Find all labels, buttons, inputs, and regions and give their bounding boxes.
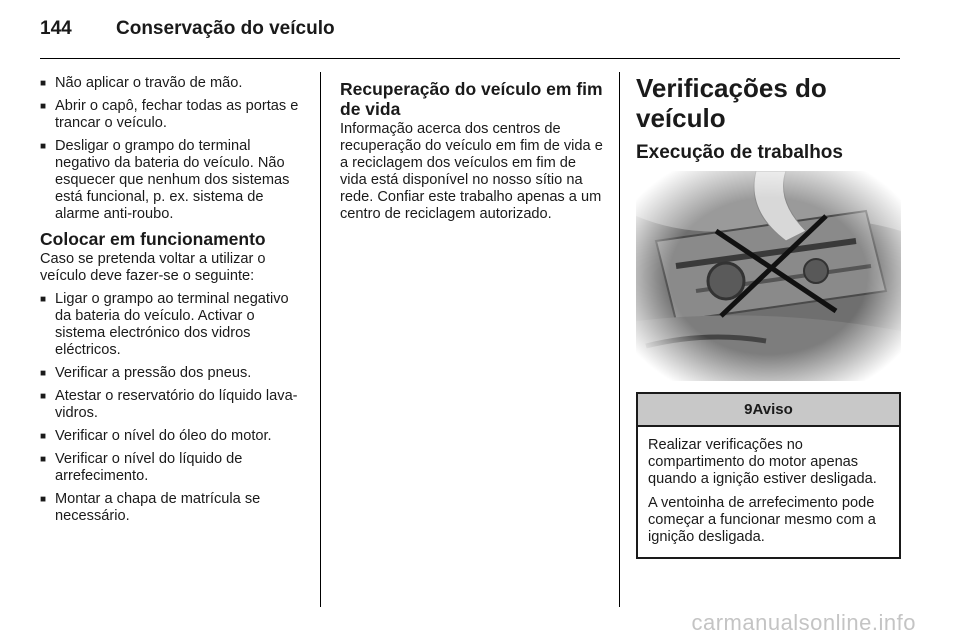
section-heading: Colocar em funcionamento	[40, 229, 266, 249]
bullet-list-bottom	[40, 291, 308, 525]
warning-symbol-icon: 9	[744, 401, 753, 418]
checks-title: Verificações do veículo	[636, 73, 827, 133]
column-recycling	[340, 75, 605, 229]
warning-header	[638, 394, 899, 427]
recycling-heading: Recuperação do veículo em fim de vida	[340, 79, 603, 119]
column-divider-2	[619, 72, 620, 607]
column-storage	[40, 75, 308, 531]
watermark: carmanualsonline.info	[691, 610, 916, 635]
list-item: ■ Não aplicar o travão de mão.	[40, 75, 308, 92]
header-rule	[40, 58, 900, 59]
list-item: ■ Verificar o nível do óleo do motor.	[40, 428, 308, 445]
page-header	[40, 18, 335, 40]
recycling-paragraph: Informação acerca dos centros de recuperação do veículo em fim de vida e a reciclagem dos veículos em fim de vida está disponível no nosso sítio na rede. Confiar este trabalho apenas a um centro de reciclagem autorizado.	[340, 121, 603, 222]
warning-label: Aviso	[752, 401, 793, 418]
warning-box	[636, 392, 901, 559]
list-item: ■ Ligar o grampo ao terminal negativo da bateria do veículo. Activar o sistema electrónico dos vidros eléctricos.	[40, 291, 308, 359]
page-title: Conservação do veículo	[116, 18, 335, 39]
section-intro: Caso se pretenda voltar a utilizar o veículo deve fazer-se o seguinte:	[40, 251, 266, 284]
warning-body	[638, 427, 899, 557]
list-item: ■ Montar a chapa de matrícula se necessário.	[40, 491, 308, 525]
checks-subtitle: Execução de trabalhos	[636, 142, 843, 163]
list-item: ■ Verificar o nível do líquido de arrefecimento.	[40, 451, 308, 485]
list-item: ■ Verificar a pressão dos pneus.	[40, 365, 308, 382]
warning-paragraph: A ventoinha de arrefecimento pode começar a funcionar mesmo com a ignição desligada.	[648, 495, 876, 545]
list-item: ■ Desligar o grampo do terminal negativo da bateria do veículo. Não esquecer que nenhum dos sistemas está funcional, p. ex. sistema de alarme anti-roubo.	[40, 138, 308, 223]
bullet-list-top	[40, 75, 308, 223]
page-number: 144	[40, 18, 72, 39]
warning-paragraph: Realizar verificações no compartimento do motor apenas quando a ignição estiver desligada.	[648, 437, 877, 487]
list-item: ■ Abrir o capô, fechar todas as portas e trancar o veículo.	[40, 98, 308, 132]
engine-bay-illustration	[636, 171, 901, 381]
list-item: ■ Atestar o reservatório do líquido lava-vidros.	[40, 388, 308, 422]
column-divider-1	[320, 72, 321, 607]
column-checks	[636, 75, 901, 559]
